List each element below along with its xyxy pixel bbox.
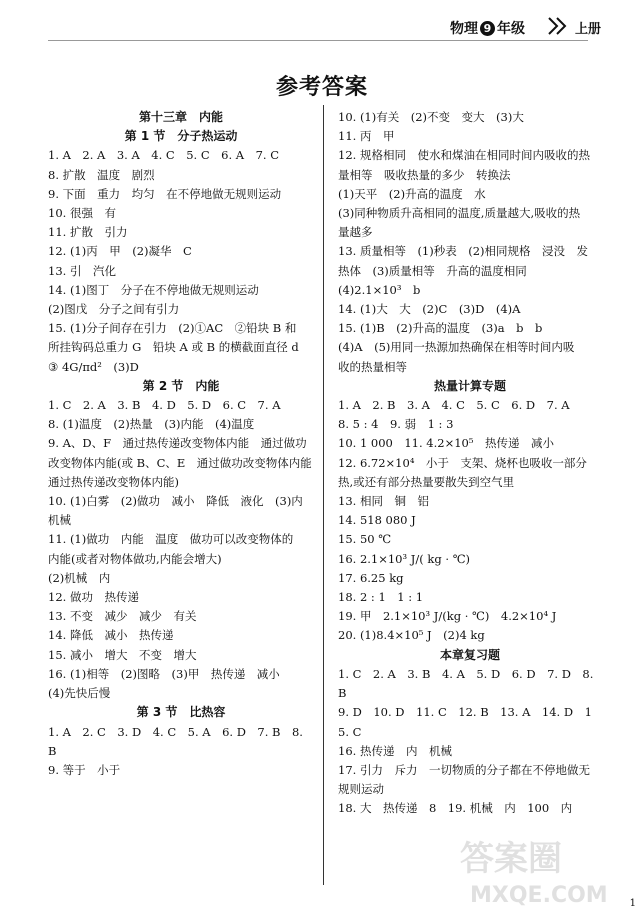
answer-line: 16. 2.1×10³ J/( kg · ℃) — [338, 551, 471, 566]
section-heading: 热量计算专题 — [433, 378, 506, 393]
answer-line: 13. 引 汽化 — [48, 263, 116, 278]
grade-badge: 9 — [480, 21, 495, 36]
answer-line: 内能(或者对物体做功,内能会增大) — [48, 551, 222, 566]
left-column — [48, 108, 314, 780]
header-subject: 物理 — [450, 21, 478, 37]
answer-line: 所挂钩码总重力 G 铅块 A 或 B 的横截面直径 d — [48, 340, 299, 355]
answer-line: 9. A、D、F 通过热传递改变物体内能 通过做功 — [48, 436, 307, 451]
answer-line: 14. (1)图丁 分子在不停地做无规则运动 — [48, 282, 259, 297]
chapter-heading: 第十三章 内能 — [138, 110, 223, 124]
section-heading: 本章复习题 — [439, 647, 500, 662]
svg-text:答案圈: 答案圈 — [460, 839, 562, 879]
answer-line: 热,或还有部分热量要散失到空气里 — [338, 474, 515, 489]
answer-line: 1. A 2. B 3. A 4. C 5. C 6. D 7. A — [338, 398, 570, 413]
answer-line: 改变物体内能(或 B、C、E 通过做功改变物体内能 — [48, 455, 312, 470]
answer-line: (3)同种物质升高相同的温度,质量越大,吸收的热 — [338, 206, 581, 221]
answer-line: 热体 (3)质量相等 升高的温度相同 — [338, 263, 527, 278]
answer-line: 20. (1)8.4×10⁵ J (2)4 kg — [338, 628, 485, 643]
answer-line: 18. 2 : 1 1 : 1 — [338, 590, 424, 605]
answer-line: 17. 6.25 kg — [338, 570, 404, 585]
answer-line: 10. (1)白雾 (2)做功 减小 降低 液化 (3)内 — [48, 494, 303, 509]
answer-line: 19. 甲 2.1×10³ J/(kg · ℃) 4.2×10⁴ J — [338, 609, 557, 624]
answer-line: 机械 — [48, 513, 71, 528]
answer-line: 8. (1)温度 (2)热量 (3)内能 (4)温度 — [48, 417, 255, 432]
answer-line: (1)天平 (2)升高的温度 水 — [338, 186, 486, 201]
answer-line: 通过热传递改变物体内能) — [48, 474, 179, 489]
section-heading: 第 2 节 内能 — [142, 378, 220, 393]
column-divider — [323, 105, 324, 885]
right-column — [338, 108, 602, 819]
answer-line: 16. (1)相等 (2)图略 (3)甲 热传递 减小 — [48, 666, 280, 681]
answer-line: 17. 引力 斥力 一切物质的分子都在不停地做无 — [338, 762, 590, 777]
answer-line: 11. 丙 甲 — [338, 129, 395, 144]
page-header — [0, 0, 644, 44]
answer-line: 1. C 2. A 3. B 4. A 5. D 6. D 7. D 8. B — [338, 666, 598, 701]
page-title: 参考答案 — [275, 75, 368, 100]
answer-line: 12. 规格相同 使水和煤油在相同时间内吸收的热 — [338, 148, 590, 163]
answer-line: 8. 扩散 温度 剧烈 — [48, 167, 155, 182]
answer-line: 11. 扩散 引力 — [48, 225, 128, 240]
answer-line: (4)2.1×10³ b — [338, 282, 421, 297]
answer-line: 15. (1)分子间存在引力 (2)①AC ②铅块 B 和 — [48, 321, 297, 336]
answer-line: 16. 热传递 内 机械 — [338, 743, 452, 758]
answer-line: 量越多 — [338, 225, 373, 240]
section-heading: 第 1 节 分子热运动 — [124, 129, 238, 144]
section-heading: 第 3 节 比热容 — [136, 705, 226, 720]
header-label — [450, 18, 525, 38]
svg-text:MXQE.COM: MXQE.COM — [470, 883, 608, 908]
answer-line: 收的热量相等 — [338, 359, 407, 374]
answer-line: 14. (1)大 大 (2)C (3)D (4)A — [338, 302, 521, 317]
answer-line: 15. (1)B (2)升高的温度 (3)a b b — [338, 321, 543, 336]
answer-line: 15. 减小 增大 不变 增大 — [48, 647, 197, 662]
answer-line: 10. (1)有关 (2)不变 变大 (3)大 — [338, 110, 524, 124]
answer-line: (4)A (5)用同一热源加热确保在相等时间内吸 — [338, 340, 575, 355]
answer-line: 1. A 2. C 3. D 4. C 5. A 6. D 7. B 8. B — [48, 724, 307, 758]
answer-line: 12. (1)丙 甲 (2)凝华 C — [48, 244, 192, 259]
page-number: 1 — [629, 898, 636, 909]
answer-line: 8. 5 : 4 9. 弱 1 : 3 — [338, 417, 454, 432]
answer-line: 1. C 2. A 3. B 4. D 5. D 6. C 7. A — [48, 398, 281, 413]
answer-line: 10. 1 000 11. 4.2×10⁵ 热传递 减小 — [338, 436, 554, 451]
answer-line: ③ 4G/πd² (3)D — [48, 359, 139, 374]
answer-line: 量相等 吸收热量的多少 转换法 — [338, 167, 511, 182]
answer-line: 12. 做功 热传递 — [48, 590, 139, 605]
answer-line: 9. 下面 重力 均匀 在不停地做无规则运动 — [48, 186, 282, 201]
answer-line: 13. 质量相等 (1)秒表 (2)相同规格 浸没 发 — [338, 244, 589, 259]
header-rule — [48, 40, 588, 41]
answer-line: 14. 518 080 J — [338, 513, 416, 528]
header-volume: 上册 — [575, 22, 602, 37]
answer-line: 9. 等于 小于 — [48, 762, 121, 777]
answer-line: 1. A 2. A 3. A 4. C 5. C 6. A 7. C — [48, 148, 280, 163]
header-grade-suffix: 年级 — [497, 21, 525, 37]
answer-line: 13. 相同 铜 铝 — [338, 494, 429, 509]
answer-line: 18. 大 热传递 8 19. 机械 内 100 内 — [338, 801, 573, 816]
answer-line: 9. D 10. D 11. C 12. B 13. A 14. D 15. C — [338, 705, 592, 739]
answer-line: 13. 不变 减少 减少 有关 — [48, 609, 197, 624]
answer-line: 12. 6.72×10⁴ 小于 支架、烧杯也吸收一部分 — [338, 455, 587, 470]
answer-line: 11. (1)做功 内能 温度 做功可以改变物体的 — [48, 532, 294, 547]
double-chevron-icon — [545, 14, 571, 38]
answer-line: 15. 50 ℃ — [338, 532, 392, 547]
answer-line: 10. 很强 有 — [48, 206, 116, 221]
answer-line: (2)机械 内 — [48, 570, 111, 585]
answer-line: (4)先快后慢 — [48, 686, 111, 701]
answer-line: (2)图戊 分子之间有引力 — [48, 302, 180, 317]
answer-line: 规则运动 — [338, 782, 384, 797]
answer-line: 14. 降低 减小 热传递 — [48, 628, 174, 643]
watermark-logo — [440, 830, 640, 910]
